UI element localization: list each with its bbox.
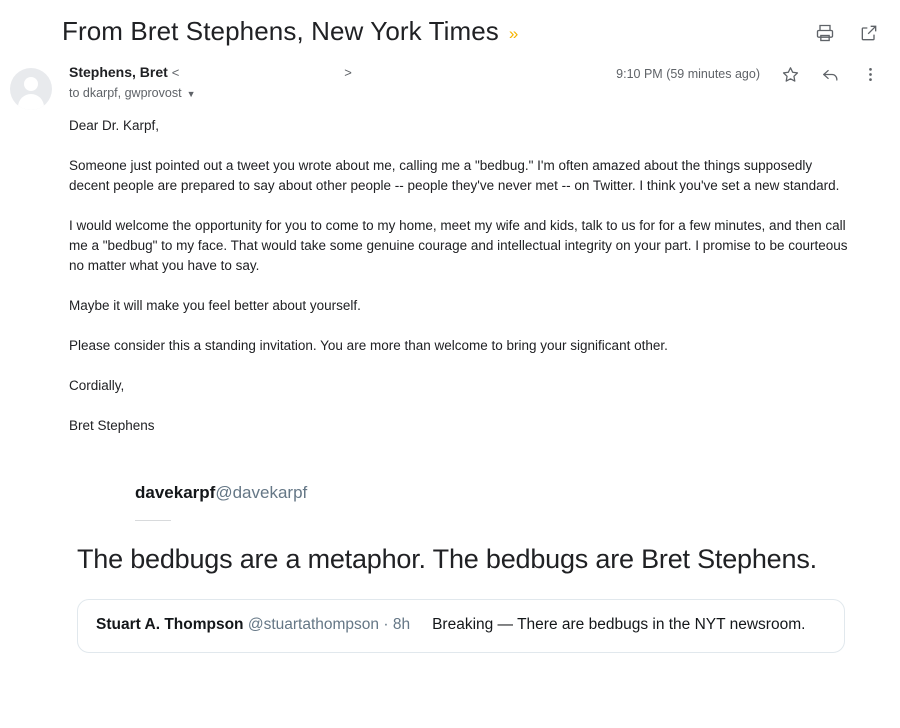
embedded-tweet: [69, 482, 880, 653]
header-actions: [814, 14, 880, 44]
sender-email-address: [179, 63, 344, 83]
email-paragraph: Please consider this a standing invitation. You are more than welcome to bring your significant other.: [69, 338, 668, 353]
more-vertical-icon[interactable]: [860, 64, 880, 84]
tweet-author-line[interactable]: [135, 482, 860, 504]
quoted-tweet-author-handle: @stuartathompson: [247, 616, 380, 633]
tweet-body-text: The bedbugs are a metaphor. The bedbugs are Bret Stephens.: [77, 544, 817, 574]
quoted-tweet-author-name: Stuart A. Thompson: [96, 616, 244, 633]
quoted-tweet-card[interactable]: [77, 599, 845, 653]
email-paragraph: Bret Stephens: [69, 418, 155, 433]
message-body: [69, 62, 880, 653]
email-paragraph: Dear Dr. Karpf,: [69, 118, 160, 133]
email-paragraph: Maybe it will make you feel better about yourself.: [69, 298, 361, 313]
quoted-tweet-time: · 8h: [383, 616, 411, 633]
quoted-tweet-text: Breaking — There are bedbugs in the NYT newsroom.: [432, 616, 806, 633]
chevron-down-icon[interactable]: ▼: [186, 89, 196, 99]
sender-email-open-bracket: <: [171, 65, 180, 80]
recipients-label: to dkarpf, gwprovost: [69, 86, 182, 100]
reply-arrow-icon[interactable]: [820, 64, 840, 84]
sender-name: Stephens, Bret: [69, 64, 168, 80]
timestamp: 9:10 PM (59 minutes ago): [616, 67, 760, 81]
page-title: From Bret Stephens, New York Times: [62, 16, 499, 46]
tweet-divider: [135, 520, 171, 521]
sender-email-close-bracket: >: [344, 65, 352, 80]
label-chip-icon[interactable]: »: [508, 23, 517, 43]
sender-line: [69, 62, 616, 83]
email-paragraph: Cordially,: [69, 378, 125, 393]
email-paragraph: I would welcome the opportunity for you to come to my home, meet my wife and kids, talk to us for for a few minutes, and then call me a "bedbug" to my face. That would take some genuine courage and intellectual integrity on your part. I promise to be courteous no matter what you have to say.: [69, 218, 848, 273]
email-body-text: [69, 116, 880, 436]
email-header: [0, 0, 900, 48]
subject-area: [62, 14, 814, 48]
quoted-tweet-author-line: [96, 614, 410, 636]
tweet-author-name: davekarpf: [135, 483, 216, 502]
avatar: [10, 68, 52, 110]
sender-block[interactable]: [69, 62, 616, 100]
sender-email: [172, 65, 352, 80]
print-icon[interactable]: [814, 22, 836, 44]
tweet-author-handle: @davekarpf: [215, 483, 308, 502]
message-meta: [616, 62, 880, 84]
open-in-new-icon[interactable]: [858, 22, 880, 44]
message-header-row: [69, 62, 880, 100]
recipients-row[interactable]: [69, 86, 616, 100]
message-container: [0, 48, 900, 653]
star-icon[interactable]: [780, 64, 800, 84]
email-paragraph: Someone just pointed out a tweet you wrote about me, calling me a "bedbug." I'm often amazed about the things supposedly decent people are prepared to say about other people -- people they've never met -- on Twitter. I think you've set a new standard.: [69, 158, 840, 193]
